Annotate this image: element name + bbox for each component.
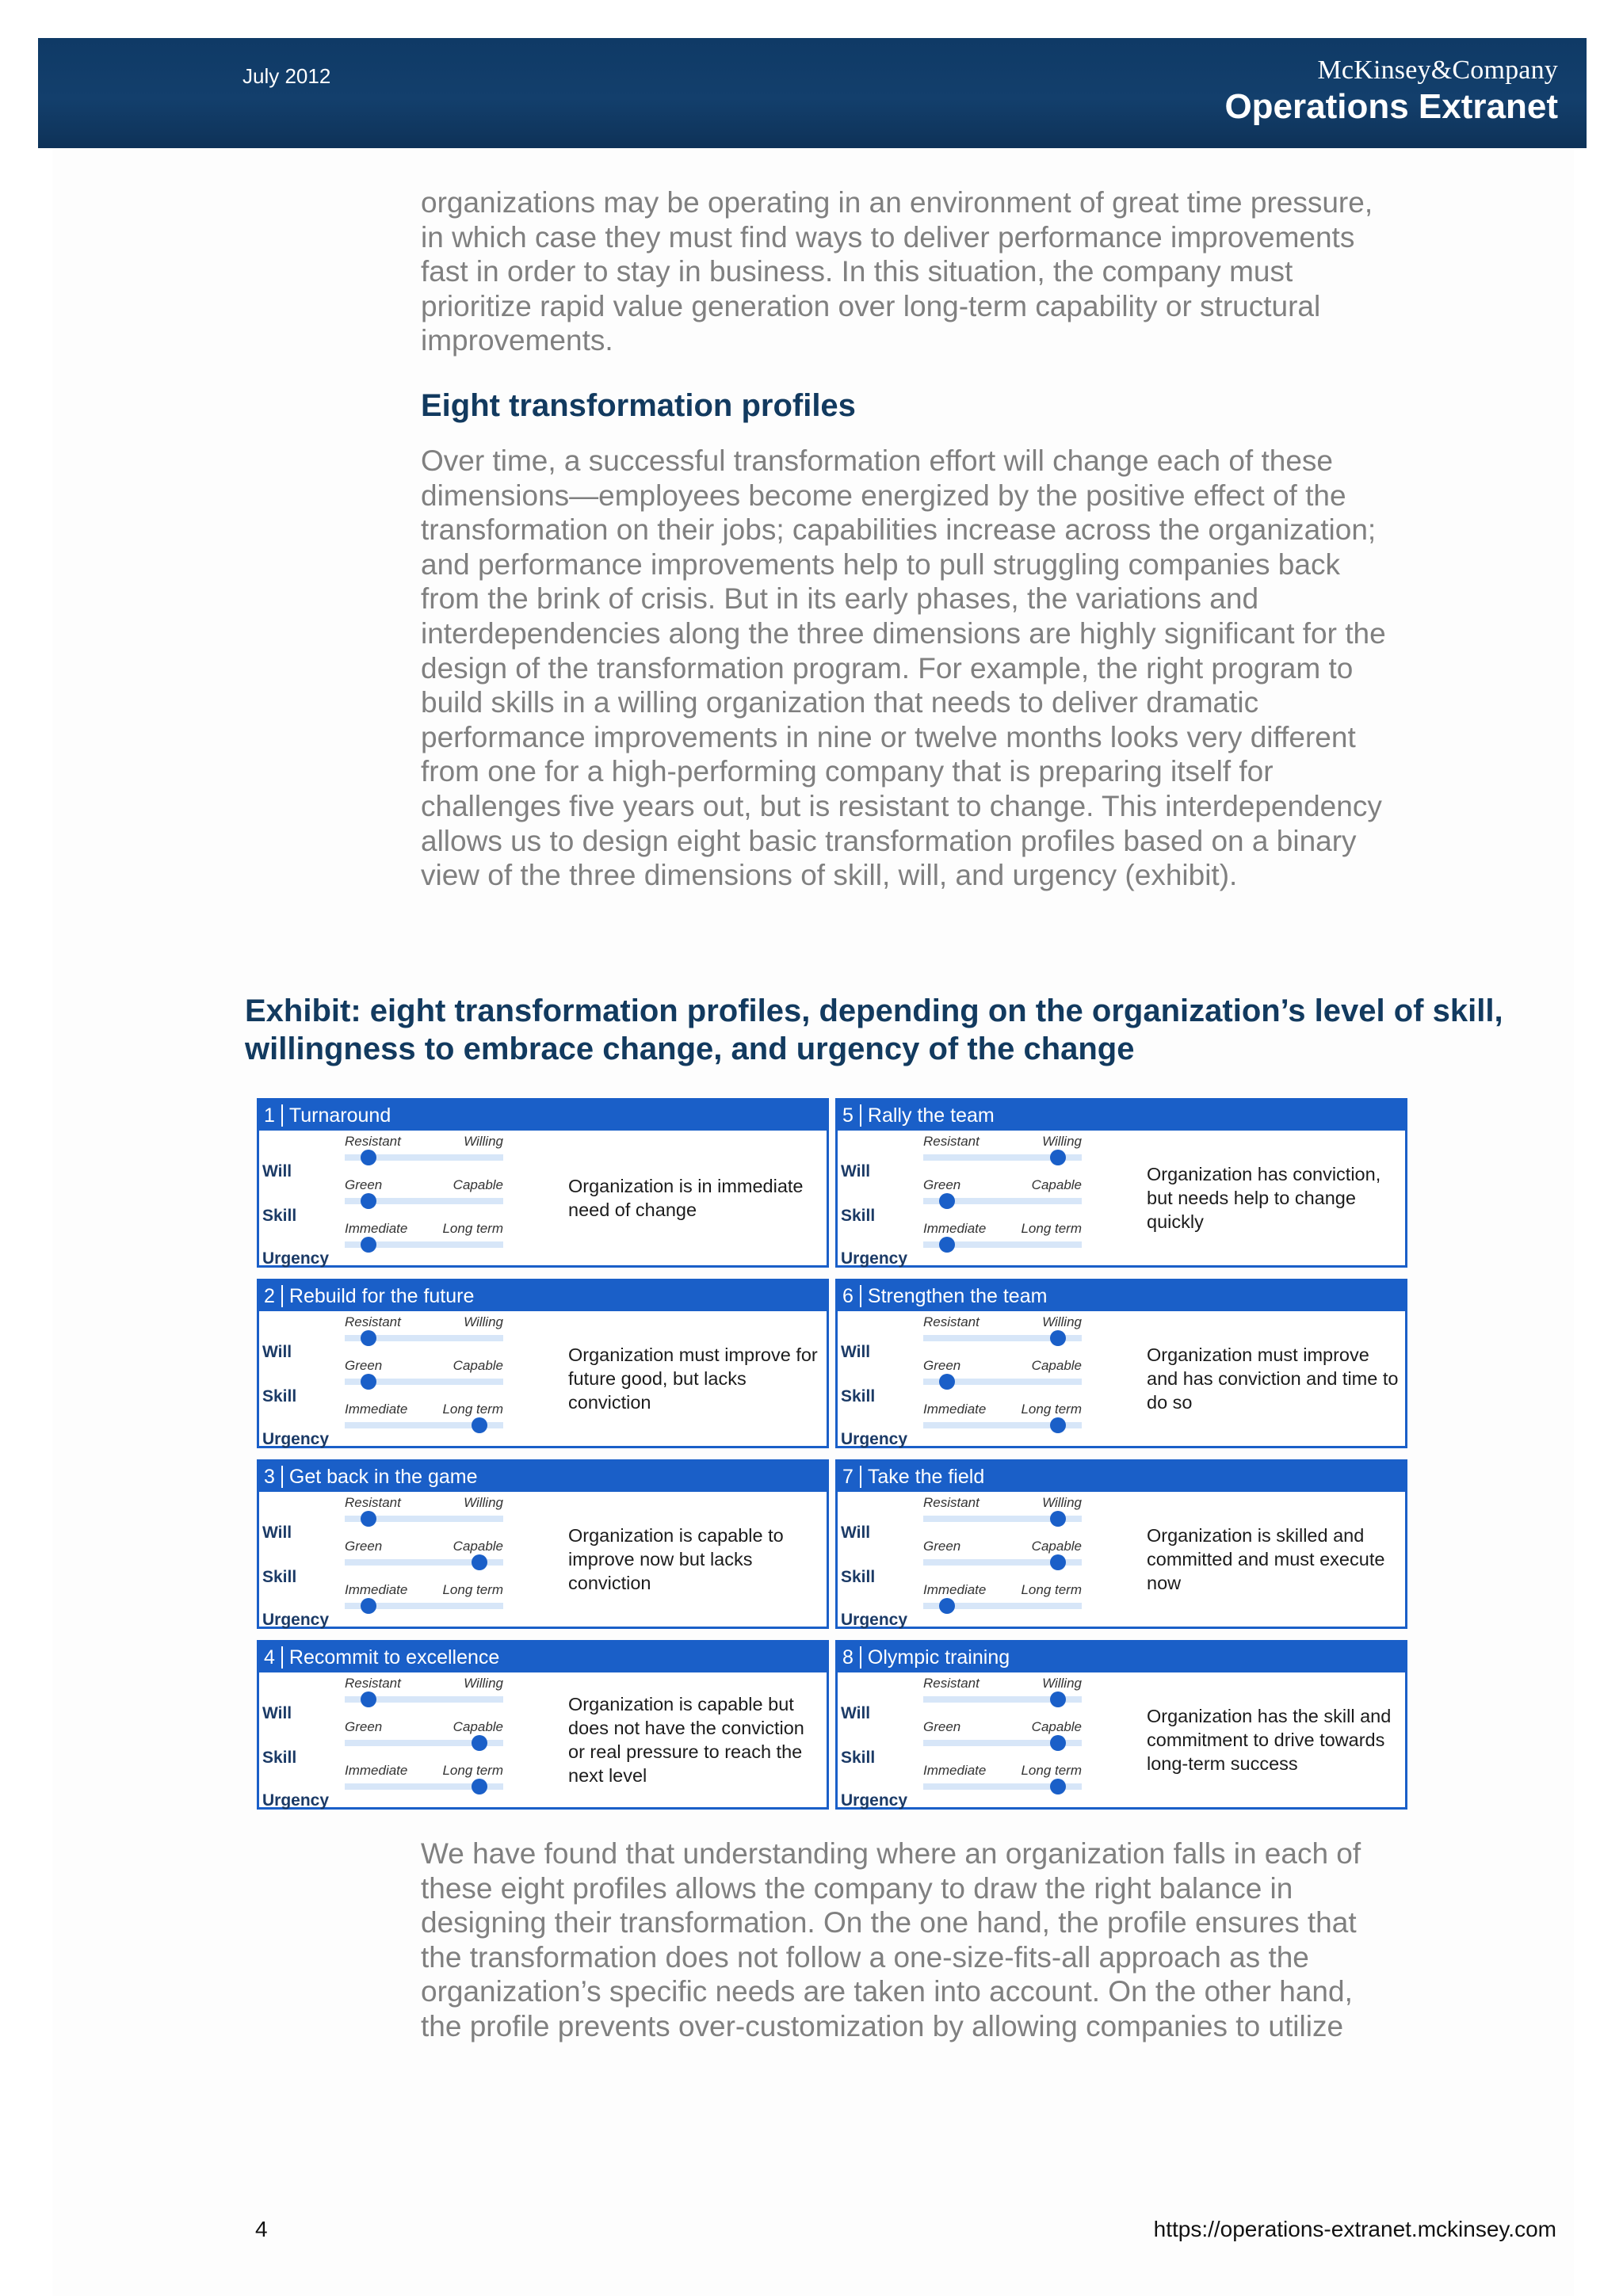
profile-card-body	[838, 1131, 1405, 1268]
scale-label-will-low: Resistant	[345, 1134, 401, 1149]
profile-card	[835, 1640, 1407, 1810]
scale-label-will-low: Resistant	[923, 1314, 980, 1329]
scale-label-skill-high: Capable	[1031, 1358, 1082, 1373]
scale-label-will-low: Resistant	[345, 1676, 401, 1691]
slider-knob-urgency	[1050, 1779, 1066, 1794]
slider-knob-will	[1050, 1330, 1066, 1346]
scale-label-urgency-high: Long term	[1021, 1221, 1082, 1236]
scale-label-will-high: Willing	[1042, 1495, 1082, 1510]
profile-description: Organization is in immediate need of change	[568, 1176, 804, 1220]
dimension-label-skill: Skill	[262, 1749, 297, 1767]
dimension-label-will: Will	[841, 1343, 871, 1361]
product-title: Operations Extranet	[1224, 87, 1558, 126]
dimension-label-skill: Skill	[841, 1749, 876, 1767]
scale-label-urgency-high: Long term	[442, 1582, 503, 1597]
scale-label-skill-low: Green	[923, 1177, 961, 1192]
dimension-label-will: Will	[262, 1162, 292, 1180]
profile-name: Strengthen the team	[867, 1285, 1048, 1307]
scale-label-urgency-low: Immediate	[923, 1221, 987, 1236]
profile-card-header	[838, 1462, 1405, 1492]
profile-description: Organization has conviction, but needs help to change quickly	[1147, 1164, 1381, 1232]
scale-label-skill-high: Capable	[453, 1539, 503, 1554]
profile-card-header	[259, 1462, 827, 1492]
dimension-label-will: Will	[262, 1524, 292, 1542]
scale-label-urgency-low: Immediate	[923, 1582, 987, 1597]
scale-label-urgency-high: Long term	[1021, 1582, 1082, 1597]
brand-block	[1224, 55, 1558, 127]
dimension-label-will: Will	[841, 1162, 871, 1180]
profile-card-header	[259, 1642, 827, 1672]
slider-knob-will	[361, 1150, 376, 1165]
scale-label-skill-high: Capable	[1031, 1719, 1082, 1734]
slider-knob-will	[361, 1511, 376, 1527]
dimension-label-skill: Skill	[262, 1207, 297, 1225]
profile-card	[835, 1459, 1407, 1629]
scale-label-will-high: Willing	[464, 1676, 503, 1691]
profile-name: Recommit to excellence	[288, 1646, 500, 1669]
slider-knob-skill	[472, 1735, 487, 1751]
scale-label-skill-low: Green	[345, 1177, 383, 1192]
scale-label-skill-low: Green	[345, 1539, 383, 1554]
slider-knob-skill	[472, 1554, 487, 1570]
scale-label-will-low: Resistant	[345, 1495, 401, 1510]
slider-knob-urgency	[939, 1598, 955, 1614]
profile-card-header	[838, 1642, 1405, 1672]
dimension-label-will: Will	[262, 1343, 292, 1361]
slider-knob-urgency	[1050, 1417, 1066, 1433]
dimension-label-skill: Skill	[841, 1387, 876, 1405]
profile-description: Organization is skilled and committed and must execute now	[1147, 1525, 1385, 1593]
profile-description: Organization must improve and has conviction and time to do so	[1147, 1344, 1399, 1413]
profile-description: Organization has the skill and commitment to drive towards long-term success	[1147, 1706, 1392, 1774]
scale-label-urgency-high: Long term	[442, 1763, 503, 1778]
scale-label-will-high: Willing	[1042, 1676, 1082, 1691]
profile-card-body	[259, 1131, 827, 1268]
header-banner	[38, 38, 1587, 148]
slider-knob-urgency	[472, 1779, 487, 1794]
dimension-label-skill: Skill	[841, 1568, 876, 1586]
profile-number: 3	[264, 1466, 283, 1488]
dimension-label-will: Will	[841, 1704, 871, 1722]
profile-card-body	[838, 1311, 1405, 1446]
dimension-label-will: Will	[262, 1704, 292, 1722]
scale-label-urgency-low: Immediate	[345, 1763, 408, 1778]
scale-label-will-high: Willing	[464, 1495, 503, 1510]
dimension-label-urgency: Urgency	[841, 1249, 908, 1268]
slider-knob-skill	[361, 1374, 376, 1390]
dimension-label-skill: Skill	[262, 1387, 297, 1405]
scale-label-skill-low: Green	[923, 1719, 961, 1734]
company-logo-text: McKinsey&Company	[1317, 55, 1558, 85]
scale-label-will-high: Willing	[464, 1314, 503, 1329]
profile-card-header	[838, 1281, 1405, 1311]
scale-label-will-low: Resistant	[345, 1314, 401, 1329]
profile-name: Rally the team	[867, 1104, 995, 1127]
scale-label-will-low: Resistant	[923, 1676, 980, 1691]
footer-url[interactable]: https://operations-extranet.mckinsey.com	[1153, 2217, 1556, 2241]
profile-card	[257, 1459, 829, 1629]
profile-number: 6	[842, 1285, 861, 1307]
profile-card	[257, 1640, 829, 1810]
profile-number: 7	[842, 1466, 861, 1488]
scale-label-urgency-low: Immediate	[923, 1402, 987, 1417]
exhibit-grid	[257, 1098, 1407, 1811]
profile-number: 8	[842, 1646, 861, 1669]
scale-label-will-high: Willing	[1042, 1134, 1082, 1149]
profile-name: Rebuild for the future	[288, 1285, 475, 1307]
profile-number: 1	[264, 1104, 283, 1127]
scale-label-will-low: Resistant	[923, 1495, 980, 1510]
profile-card-body	[838, 1492, 1405, 1627]
slider-knob-skill	[939, 1193, 955, 1209]
scale-label-will-high: Willing	[464, 1134, 503, 1149]
profile-card-header	[259, 1281, 827, 1311]
slider-knob-skill	[939, 1374, 955, 1390]
dimension-label-urgency: Urgency	[841, 1791, 908, 1810]
profile-card	[835, 1098, 1407, 1268]
profile-number: 2	[264, 1285, 283, 1307]
scale-label-skill-high: Capable	[453, 1358, 503, 1373]
dimension-label-urgency: Urgency	[262, 1611, 330, 1629]
paragraph-intro: organizations may be operating in an environment of great time pressure, in which case they must find ways to deliver performance improvements fast in order to stay in business. In this situation, the company must prioritize rapid value generation over long-term capability or structural improvements.	[421, 186, 1373, 357]
profile-name: Get back in the game	[288, 1466, 478, 1488]
profile-name: Olympic training	[867, 1646, 1010, 1669]
page-number: 4	[255, 2217, 268, 2241]
profile-description: Organization is capable but does not have the conviction or real pressure to reach the next level	[568, 1694, 804, 1786]
profile-card-body	[838, 1672, 1405, 1810]
profile-number: 4	[264, 1646, 283, 1669]
scale-label-urgency-high: Long term	[1021, 1763, 1082, 1778]
scale-label-urgency-low: Immediate	[345, 1402, 408, 1417]
dimension-label-urgency: Urgency	[262, 1791, 330, 1810]
scale-label-skill-high: Capable	[1031, 1177, 1082, 1192]
profile-card	[257, 1279, 829, 1448]
profile-card-header	[259, 1100, 827, 1131]
section-heading: Eight transformation profiles	[421, 388, 856, 423]
slider-knob-urgency	[472, 1417, 487, 1433]
dimension-label-urgency: Urgency	[841, 1430, 908, 1448]
scale-label-will-low: Resistant	[923, 1134, 980, 1149]
profile-description: Organization is capable to improve now but lacks conviction	[568, 1525, 784, 1593]
dimension-label-skill: Skill	[262, 1568, 297, 1586]
slider-knob-will	[361, 1330, 376, 1346]
dimension-label-will: Will	[841, 1524, 871, 1542]
paragraph-profiles: Over time, a successful transformation effort will change each of these dimensions—employees become energized by the positive effect of the transformation on their jobs; capabilities increase across the organization; and performance improvements help to pull struggling companies back from the brink of crisis. But in its early phases, the variations and interdependencies along the three dimensions are highly significant for the design of the transformation program. For example, the right program to build skills in a willing organization that needs to deliver dramatic performance improvements in nine or twelve months looks very different from one for a high-performing company that is preparing itself for challenges five years out, but is resistant to change. This interdependency allows us to design eight basic transformation profiles based on a binary view of the three dimensions of skill, will, and urgency (exhibit).	[421, 444, 1386, 892]
profile-card-body	[259, 1492, 827, 1627]
profile-name: Turnaround	[288, 1104, 391, 1127]
dimension-label-skill: Skill	[841, 1207, 876, 1225]
slider-knob-will	[1050, 1150, 1066, 1165]
scale-label-skill-high: Capable	[1031, 1539, 1082, 1554]
profile-description: Organization must improve for future good, but lacks conviction	[568, 1344, 818, 1413]
slider-knob-skill	[361, 1193, 376, 1209]
profile-card-body	[259, 1672, 827, 1810]
scale-label-urgency-high: Long term	[442, 1402, 503, 1417]
scale-label-will-high: Willing	[1042, 1314, 1082, 1329]
slider-knob-urgency	[361, 1598, 376, 1614]
dimension-label-urgency: Urgency	[262, 1430, 330, 1448]
scale-label-urgency-high: Long term	[442, 1221, 503, 1236]
scale-label-skill-low: Green	[923, 1358, 961, 1373]
slider-knob-skill	[1050, 1554, 1066, 1570]
profile-card-body	[259, 1311, 827, 1446]
scale-label-skill-high: Capable	[453, 1177, 503, 1192]
slider-knob-will	[1050, 1691, 1066, 1707]
profile-card	[257, 1098, 829, 1268]
profile-name: Take the field	[867, 1466, 985, 1488]
paragraph-conclusion: We have found that understanding where an organization falls in each of these eight profiles allows the company to draw the right balance in designing their transformation. On the one hand, the profile ensures that the transformation does not follow a one-size-fits-all approach as the organization’s specific needs are taken into account. On the other hand, the profile prevents over-customization by allowing companies to utilize	[421, 1837, 1361, 2042]
slider-knob-urgency	[361, 1237, 376, 1253]
scale-label-urgency-low: Immediate	[923, 1763, 987, 1778]
profile-card-header	[838, 1100, 1405, 1131]
scale-label-urgency-high: Long term	[1021, 1402, 1082, 1417]
scale-label-skill-low: Green	[923, 1539, 961, 1554]
dimension-label-urgency: Urgency	[841, 1611, 908, 1629]
scale-label-skill-low: Green	[345, 1719, 383, 1734]
profile-number: 5	[842, 1104, 861, 1127]
slider-knob-skill	[1050, 1735, 1066, 1751]
scale-label-skill-high: Capable	[453, 1719, 503, 1734]
publication-date: July 2012	[242, 64, 331, 88]
scale-label-urgency-low: Immediate	[345, 1221, 408, 1236]
slider-knob-will	[1050, 1511, 1066, 1527]
scale-label-urgency-low: Immediate	[345, 1582, 408, 1597]
profile-card	[835, 1279, 1407, 1448]
exhibit-title: Exhibit: eight transformation profiles, depending on the organization’s level of skill, willingness to embrace change, and urgency of the change	[245, 994, 1503, 1066]
slider-knob-urgency	[939, 1237, 955, 1253]
dimension-label-urgency: Urgency	[262, 1249, 330, 1268]
scale-label-skill-low: Green	[345, 1358, 383, 1373]
slider-knob-will	[361, 1691, 376, 1707]
